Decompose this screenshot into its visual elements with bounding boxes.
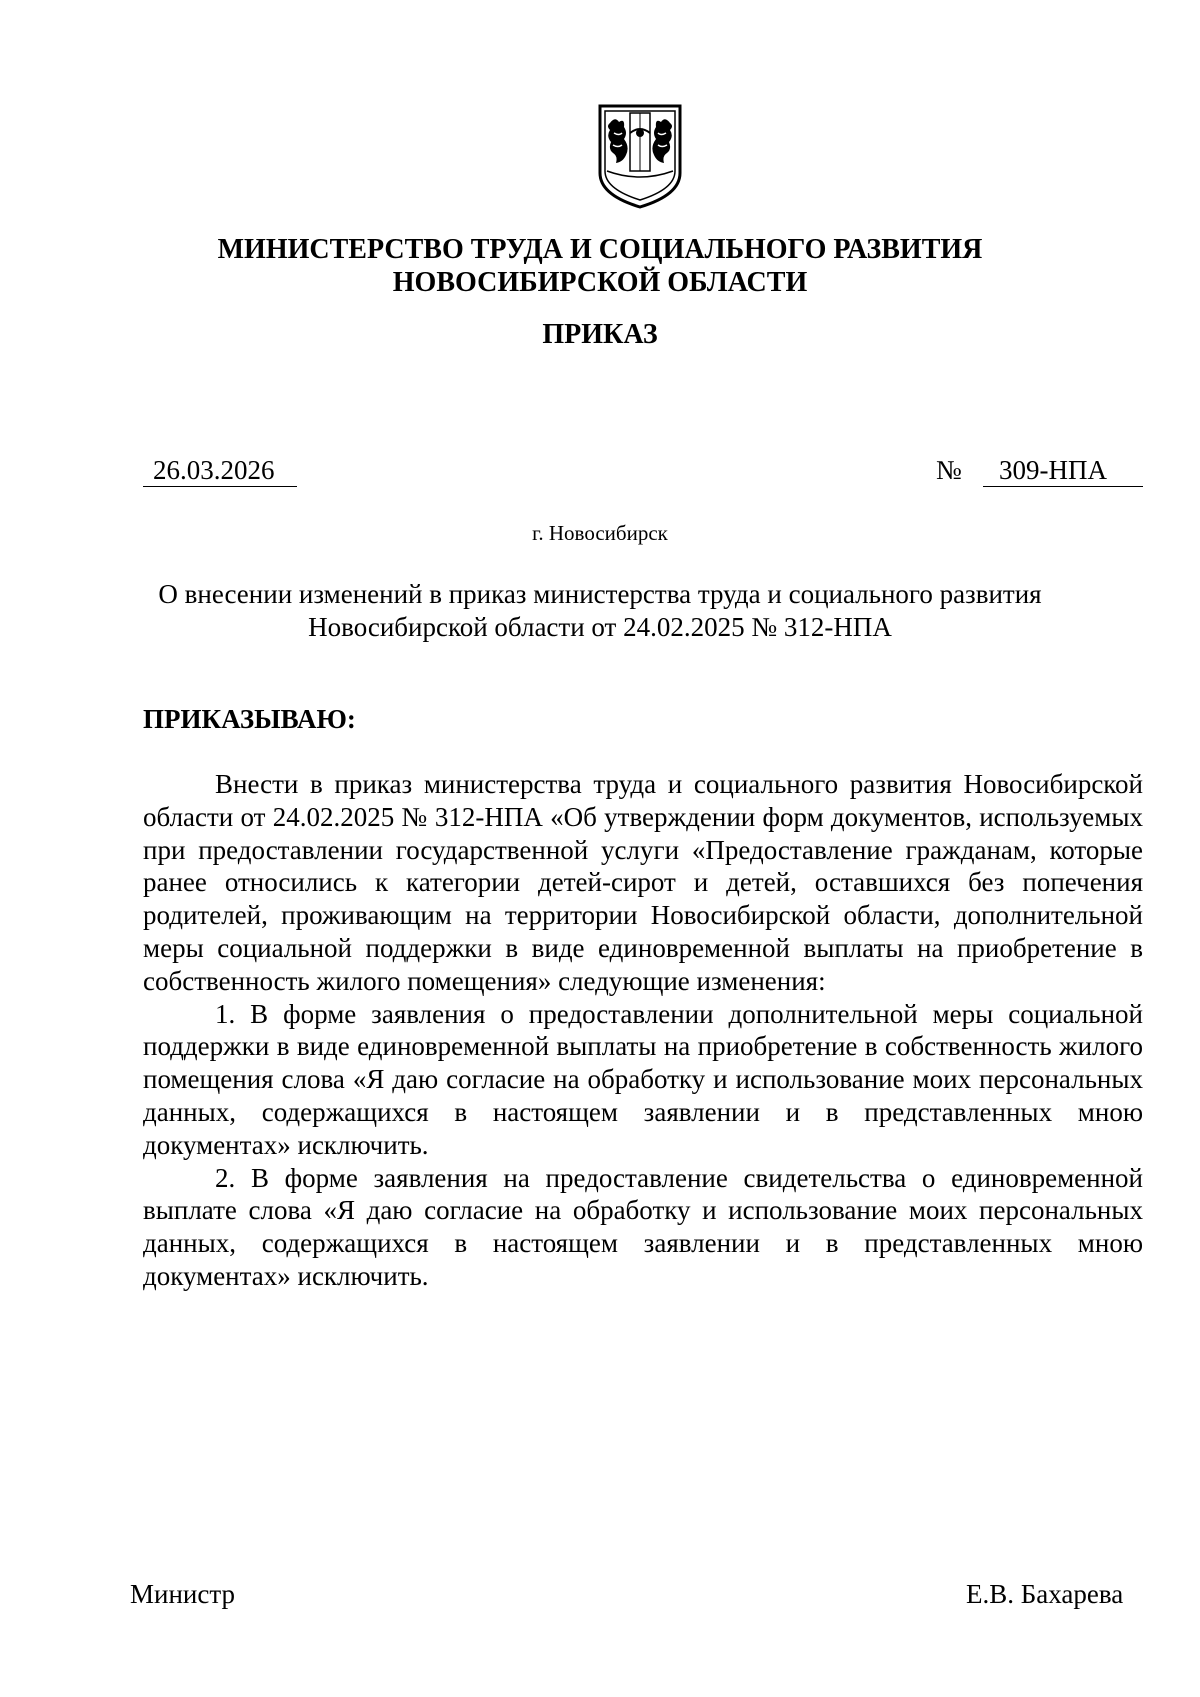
coat-of-arms-icon [597,103,683,209]
ministry-name-line-2: НОВОСИБИРСКОЙ ОБЛАСТИ [392,267,808,298]
ministry-name [0,233,1200,299]
order-directive: ПРИКАЗЫВАЮ: [143,704,356,734]
order-body [143,768,1143,1293]
paragraph-item-2: 2. В форме заявления на предоставление свидетельства о единовременной выплате слова «Я даю согласие на обработку и использование моих персональных данных, содержащихся в настоящем заявлении и в представленных мною документах» исключить. [143,1162,1143,1291]
order-date: 26.03.2026 [143,454,297,487]
number-sign: № [936,455,962,485]
city: г. Новосибирск [532,521,668,545]
paragraph-intro: Внести в приказ министерства труда и социального развития Новосибирской области от 24.02.2025 № 312-НПА «Об утверждении форм документов, используемых при предоставлении государственной услуги «Предоставление гражданам, которые ранее относились к категории детей-сирот и детей, оставшихся без попечения родителей, проживающим на территории Новосибирской области, дополнительной меры социальной поддержки в виде единовременной выплаты на приобретение в собственность жилого помещения» следующие изменения: [143,769,1143,996]
ministry-name-line-1: МИНИСТЕРСТВО ТРУДА И СОЦИАЛЬНОГО РАЗВИТИЯ [217,234,983,265]
paragraph-item-1: 1. В форме заявления о предоставлении дополнительной меры социальной поддержки в виде единовременной выплаты на приобретение в собственность жилого помещения слова «Я даю согласие на обработку и использование моих персональных данных, содержащихся в настоящем заявлении и в представленных мною документах» исключить. [143,998,1143,1160]
signature-role: Министр [130,1579,235,1609]
subject-line-1: О внесении изменений в приказ министерства труда и социального развития [158,579,1042,609]
document-type: ПРИКАЗ [542,319,658,350]
order-subject [0,578,1200,644]
subject-line-2: Новосибирской области от 24.02.2025 № 312-НПА [308,612,892,642]
signature-name: Е.В. Бахарева [966,1579,1124,1609]
order-number: 309-НПА [983,454,1143,487]
